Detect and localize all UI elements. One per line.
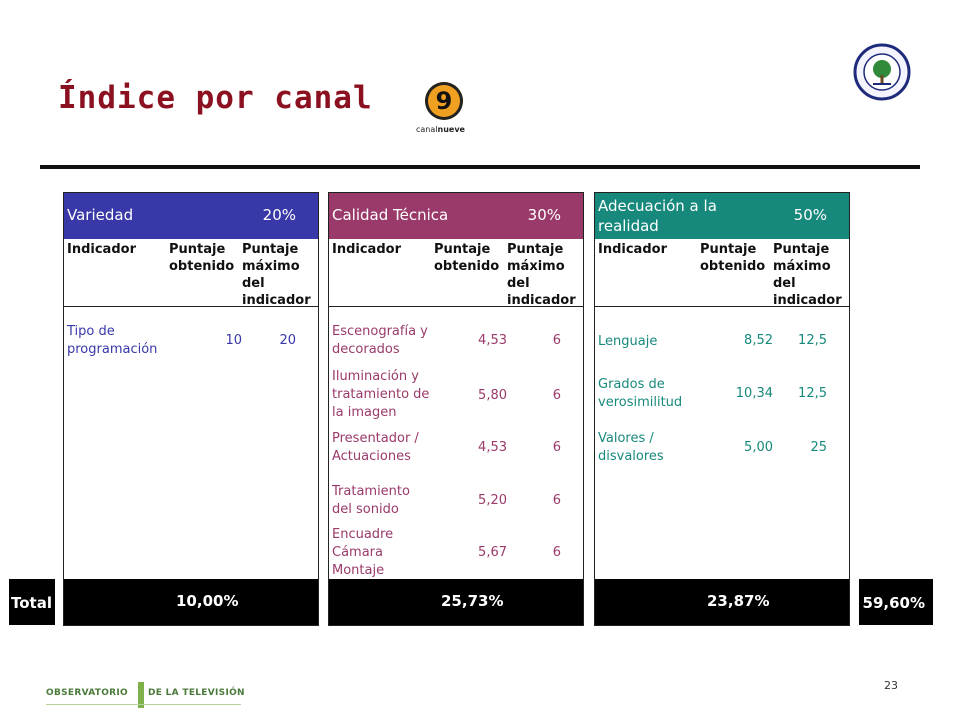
panel-name: Calidad Técnica [332,206,449,224]
grand-total-value: 59,60% [862,594,925,612]
row-score: 4,53 [478,440,507,455]
panel-calidad-tecnica [328,192,584,626]
row-max: 6 [552,333,561,348]
channel-logo [412,80,492,140]
panel-total-value: 23,87% [707,592,770,610]
row-indicator: Encuadre Cámara Montaje [332,527,394,578]
row-score: 4,53 [478,333,507,348]
row-score: 10,34 [735,386,773,401]
panel-total [64,579,318,625]
panel-total [595,579,849,625]
col-indicator: Indicador [332,242,401,257]
total-label: Total [11,594,52,612]
grand-total-box [859,579,933,625]
row-max: 6 [552,545,561,560]
channel-nine-icon: 9 [425,82,463,120]
panel-name: Adecuación a la realidad [598,197,717,235]
panel-name: Variedad [67,206,134,224]
row-score: 5,20 [478,493,507,508]
col-max: Puntaje máximo del indicador [773,242,842,308]
column-headers [329,239,583,307]
university-seal-icon [853,43,911,101]
panel-header [64,193,318,239]
panel-adecuacion-realidad [594,192,850,626]
column-headers [64,239,318,307]
panel-total-value: 10,00% [176,592,239,610]
row-score: 10 [225,333,242,348]
row-score: 5,67 [478,545,507,560]
observatorio-logo [46,680,246,710]
row-max: 6 [552,493,561,508]
page-title: Índice por canal [58,80,373,116]
row-score: 5,80 [478,388,507,403]
col-max: Puntaje máximo del indicador [507,242,576,308]
panel-variedad [63,192,319,626]
row-score: 5,00 [744,440,773,455]
col-max: Puntaje máximo del indicador [242,242,311,308]
col-score: Puntaje obtenido [169,242,235,274]
col-score: Puntaje obtenido [700,242,766,274]
panel-weight: 20% [262,206,296,224]
col-indicator: Indicador [67,242,136,257]
footer-logo-line [46,704,241,705]
total-label-box [9,579,55,625]
panel-weight: 50% [793,206,827,224]
panel-header [329,193,583,239]
row-indicator: Presentador / Actuaciones [332,431,419,464]
col-score: Puntaje obtenido [434,242,500,274]
footer-right-text: DE LA TELEVISIÓN [148,688,245,698]
channel-logo-caption: canalnueve [416,125,465,134]
row-indicator: Escenografía y decorados [332,324,428,357]
header-divider [40,165,920,169]
row-max: 12,5 [798,386,827,401]
row-max: 6 [552,440,561,455]
page-number: 23 [884,679,898,692]
row-max: 25 [810,440,827,455]
row-indicator: Grados de verosimilitud [598,377,683,410]
row-max: 6 [552,388,561,403]
row-indicator: Iluminación y tratamiento de la imagen [332,369,430,420]
panel-header [595,193,849,239]
row-indicator: Lenguaje [598,334,658,349]
panel-total [329,579,583,625]
row-indicator: Tratamiento del sonido [332,484,410,517]
row-max: 12,5 [798,333,827,348]
row-score: 8,52 [744,333,773,348]
row-max: 20 [279,333,296,348]
panel-total-value: 25,73% [441,592,504,610]
panel-weight: 30% [527,206,561,224]
footer-left-text: OBSERVATORIO [46,688,129,698]
col-indicator: Indicador [598,242,667,257]
row-indicator: Valores / disvalores [598,431,664,464]
column-headers [595,239,849,307]
row-indicator: Tipo de programación [67,324,158,357]
